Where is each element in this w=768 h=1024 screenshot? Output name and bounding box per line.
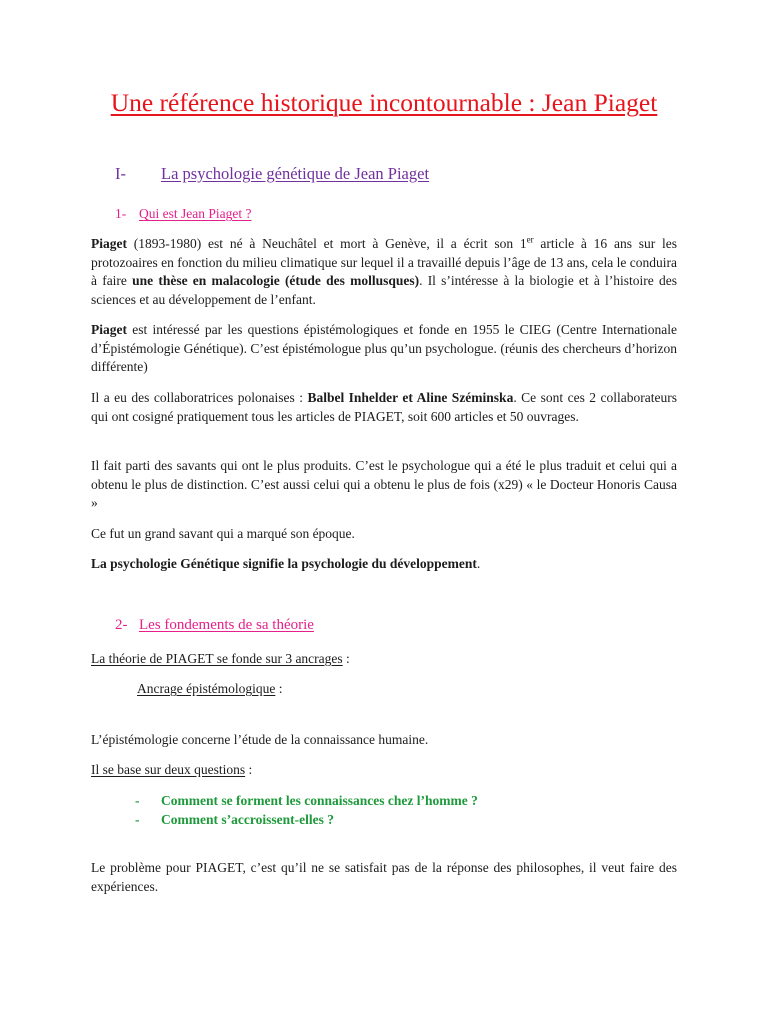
section-label: La psychologie génétique de Jean Piaget (161, 164, 430, 183)
paragraph-text: . Il s’intéresse à la biologie et à l’histoire des sciences et au développement de l’enfant. (91, 273, 677, 307)
list-item (135, 791, 478, 810)
ancrage-epistemologique (137, 681, 282, 697)
list-dash: - (135, 793, 140, 808)
bold-text: Balbel Inhelder et Aline Széminska (307, 390, 514, 405)
paragraph-text: . (476, 556, 481, 571)
subsection-heading-2 (115, 617, 314, 634)
paragraph-text: Il a eu des collaboratrices polonaises : (91, 390, 308, 405)
subsection-label: Qui est Jean Piaget ? (139, 206, 252, 221)
paragraph-epoch (91, 525, 677, 544)
questions-list (135, 791, 478, 829)
paragraph-text: Le problème pour PIAGET, c’est qu’il ne se satisfait pas de la réponse des philosophes, il veut faire des expériences. (91, 860, 677, 894)
paragraph-collaborators (91, 389, 677, 426)
paragraph-text: . Ce sont ces 2 collaborateurs qui ont cosigné pratiquement tous les articles de PIAGET, soit 600 articles et 50 ouvrages. (91, 390, 677, 424)
paragraph-distinctions (91, 457, 677, 513)
list-item-text: Comment se forment les connaissances chez l’homme ? (161, 793, 478, 808)
line-tail: : (275, 681, 283, 696)
subsection-number: 1- (115, 206, 127, 221)
subsection-heading-1 (115, 206, 251, 222)
name-piaget: Piaget (91, 322, 127, 337)
paragraph-text: Il fait parti des savants qui ont le plus produits. C’est le psychologue qui a été le plus traduit et celui qui a obtenu le plus de distinction. C’est aussi celui qui a obtenu le plus de fois (x29) « le Docteur Honoris Causa » (91, 458, 677, 510)
name-piaget: Piaget (91, 236, 127, 251)
paragraph-text: (1893-1980) est né à Neuchâtel et mort à Genève, il a écrit son 1 (127, 236, 527, 251)
subsection-number: 2- (115, 617, 128, 633)
ancrages-line (91, 651, 350, 667)
paragraph-definition (91, 555, 677, 574)
list-item-text: Comment s’accroissent-elles ? (161, 812, 334, 827)
document-title: Une référence historique incontournable : Jean Piaget (110, 88, 658, 117)
section-heading-1 (115, 164, 429, 184)
superscript: er (526, 234, 534, 245)
paragraph-text: article à 16 ans sur les protozoaires en fonction du milieu climatique sur lequel il a travaillé depuis l’âge de 13 ans, cela le conduira à faire (91, 236, 677, 288)
bold-text: une thèse en malacologie (étude des mollusques) (132, 273, 420, 288)
subsection-label: Les fondements de sa théorie (139, 617, 314, 633)
questions-intro (91, 762, 252, 778)
paragraph-epistemologie (91, 731, 677, 750)
underlined-text: Il se base sur deux questions (91, 762, 246, 777)
underlined-text: La théorie de PIAGET se fonde sur 3 ancrages (91, 651, 343, 666)
line-tail: : (245, 762, 253, 777)
line-tail: : (342, 651, 350, 666)
paragraph-text: est intéressé par les questions épistémologiques et fonde en 1955 le CIEG (Centre Internationale d’Épistémologie Génétique). C’est épistémologue plus qu’un psychologue. (réunis des chercheurs d’horizon différente) (91, 322, 677, 374)
underlined-text: Ancrage épistémologique (137, 681, 276, 696)
paragraph-text: Ce fut un grand savant qui a marqué son époque. (91, 526, 355, 541)
paragraph-problem (91, 859, 677, 896)
section-number: I- (115, 164, 126, 183)
list-dash: - (135, 812, 140, 827)
paragraph-text: L’épistémologie concerne l’étude de la connaissance humaine. (91, 732, 429, 747)
bold-text: La psychologie Génétique signifie la psychologie du développement (91, 556, 477, 571)
paragraph-cieg (91, 321, 677, 377)
paragraph-biography (91, 235, 677, 309)
list-item (135, 810, 478, 829)
